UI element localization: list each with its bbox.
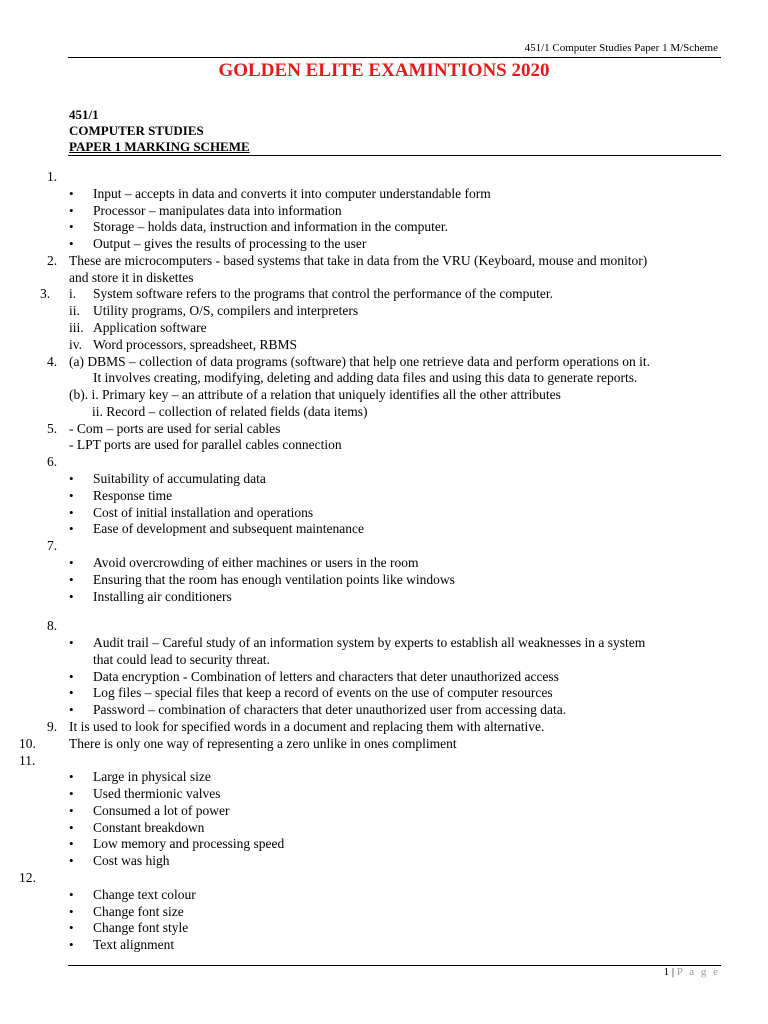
- question-number: 12.: [19, 869, 36, 885]
- bullet-item-text: Log files – special files that keep a record of events on the use of computer resources: [93, 685, 553, 701]
- question-number: 10.: [19, 735, 36, 751]
- roman-numeral: ii.: [69, 303, 80, 319]
- bullet-item-text: Data encryption - Combination of letters and characters that deter unauthorized access: [93, 668, 559, 684]
- bullet-item-text: Change text colour: [93, 886, 196, 902]
- bullet-point: •: [69, 685, 74, 701]
- page-header-text: 451/1 Computer Studies Paper 1 M/Scheme: [524, 42, 718, 54]
- roman-numeral: i.: [69, 286, 77, 302]
- bullet-item-text: Suitability of accumulating data: [93, 471, 266, 487]
- bullet-point: •: [69, 487, 74, 503]
- page-label: P a g e: [676, 966, 720, 978]
- bullet-point: •: [69, 185, 74, 201]
- bullet-point: •: [69, 920, 74, 936]
- answer-text: It is used to look for specified words in a document and replacing them with alternative.: [69, 718, 545, 734]
- bullet-point: •: [69, 819, 74, 835]
- answer-text: These are microcomputers - based systems that take in data from the VRU (Keyboard, mouse and monitor): [69, 252, 648, 268]
- question-number: 5.: [47, 420, 58, 436]
- bullet-item-text: Change font size: [93, 903, 184, 919]
- bullet-item-text: Input – accepts in data and converts it into computer understandable form: [93, 185, 491, 201]
- bullet-item-text: Used thermionic valves: [93, 786, 221, 802]
- document-title: GOLDEN ELITE EXAMINTIONS 2020: [218, 60, 550, 81]
- bullet-item-text: Text alignment: [93, 937, 175, 953]
- bullet-point: •: [69, 471, 74, 487]
- bullet-point: •: [69, 554, 74, 570]
- answer-text: Word processors, spreadsheet, RBMS: [93, 336, 298, 352]
- answer-text: It involves creating, modifying, deleting and adding data files and using this data to generate reports.: [93, 370, 638, 386]
- bullet-item-text: Ensuring that the room has enough ventilation points like windows: [93, 571, 455, 587]
- bullet-point: •: [69, 903, 74, 919]
- subject-name: COMPUTER STUDIES: [69, 123, 204, 138]
- answer-text: ii. Record – collection of related fields (data items): [92, 403, 368, 419]
- bullet-item-text: Change font style: [93, 920, 189, 936]
- bullet-point: •: [69, 571, 74, 587]
- question-number: 7.: [47, 538, 58, 554]
- page-number: 1: [663, 966, 670, 978]
- roman-numeral: iv.: [69, 336, 82, 352]
- bullet-point: •: [69, 635, 74, 651]
- answer-text: - LPT ports are used for parallel cables connection: [69, 437, 342, 453]
- answer-text: (b). i. Primary key – an attribute of a relation that uniquely identifies all the other attributes: [69, 387, 561, 403]
- bullet-point: •: [69, 886, 74, 902]
- bullet-item-text: Constant breakdown: [93, 819, 205, 835]
- question-number: 9.: [47, 718, 58, 734]
- question-number: 6.: [47, 454, 58, 470]
- bullet-item-text: Cost of initial installation and operations: [93, 504, 314, 520]
- answer-text: System software refers to the programs that control the performance of the computer.: [93, 286, 553, 302]
- bullet-point: •: [69, 202, 74, 218]
- bullet-point: •: [69, 702, 74, 718]
- page-footer: [664, 966, 720, 978]
- bullet-point: •: [69, 836, 74, 852]
- answer-text: that could lead to security threat.: [93, 651, 270, 667]
- bullet-item-text: Avoid overcrowding of either machines or users in the room: [93, 554, 419, 570]
- bullet-point: •: [69, 588, 74, 604]
- answer-text: (a) DBMS – collection of data programs (software) that help one retrieve data and perform operations on it.: [69, 353, 651, 369]
- bullet-item-text: Consumed a lot of power: [93, 802, 230, 818]
- title-rule: [68, 155, 721, 156]
- answer-text: Application software: [93, 320, 207, 336]
- answer-text: and store it in diskettes: [69, 269, 194, 285]
- footer-rule: [68, 965, 721, 966]
- paper-title: PAPER 1 MARKING SCHEME: [69, 139, 250, 154]
- bullet-point: •: [69, 937, 74, 953]
- header-rule: [68, 57, 721, 58]
- question-number: 1.: [47, 169, 58, 184]
- bullet-item-text: Low memory and processing speed: [93, 836, 285, 852]
- question-number: 3.: [40, 286, 51, 302]
- bullet-point: •: [69, 802, 74, 818]
- bullet-item-text: Output – gives the results of processing to the user: [93, 236, 367, 252]
- bullet-item-text: Password – combination of characters that deter unauthorized user from accessing data.: [93, 702, 567, 718]
- bullet-item-text: Cost was high: [93, 853, 170, 869]
- bullet-item-text: Response time: [93, 487, 173, 503]
- bullet-point: •: [69, 236, 74, 252]
- bullet-point: •: [69, 504, 74, 520]
- question-number: 11.: [19, 752, 36, 768]
- roman-numeral: iii.: [69, 320, 84, 336]
- bullet-item-text: Large in physical size: [93, 769, 211, 785]
- bullet-point: •: [69, 786, 74, 802]
- footer-separator: |: [669, 966, 677, 978]
- bullet-point: •: [69, 521, 74, 537]
- answer-text: - Com – ports are used for serial cables: [69, 420, 281, 436]
- answer-text: There is only one way of representing a zero unlike in ones compliment: [69, 735, 457, 751]
- bullet-item-text: Ease of development and subsequent maintenance: [93, 521, 365, 537]
- bullet-point: •: [69, 769, 74, 785]
- bullet-point: •: [69, 219, 74, 235]
- bullet-item-text: Processor – manipulates data into information: [93, 202, 342, 218]
- bullet-item-text: Installing air conditioners: [93, 588, 232, 604]
- bullet-point: •: [69, 668, 74, 684]
- bullet-item-text: Storage – holds data, instruction and information in the computer.: [93, 219, 449, 235]
- bullet-point: •: [69, 853, 74, 869]
- question-number: 2.: [47, 252, 58, 268]
- answer-text: Utility programs, O/S, compilers and interpreters: [93, 303, 359, 319]
- bullet-item-text: Audit trail – Careful study of an information system by experts to establish all weaknesses in a system: [93, 635, 646, 651]
- question-number: 8.: [47, 618, 58, 634]
- question-number: 4.: [47, 353, 58, 369]
- paper-code: 451/1: [69, 107, 99, 122]
